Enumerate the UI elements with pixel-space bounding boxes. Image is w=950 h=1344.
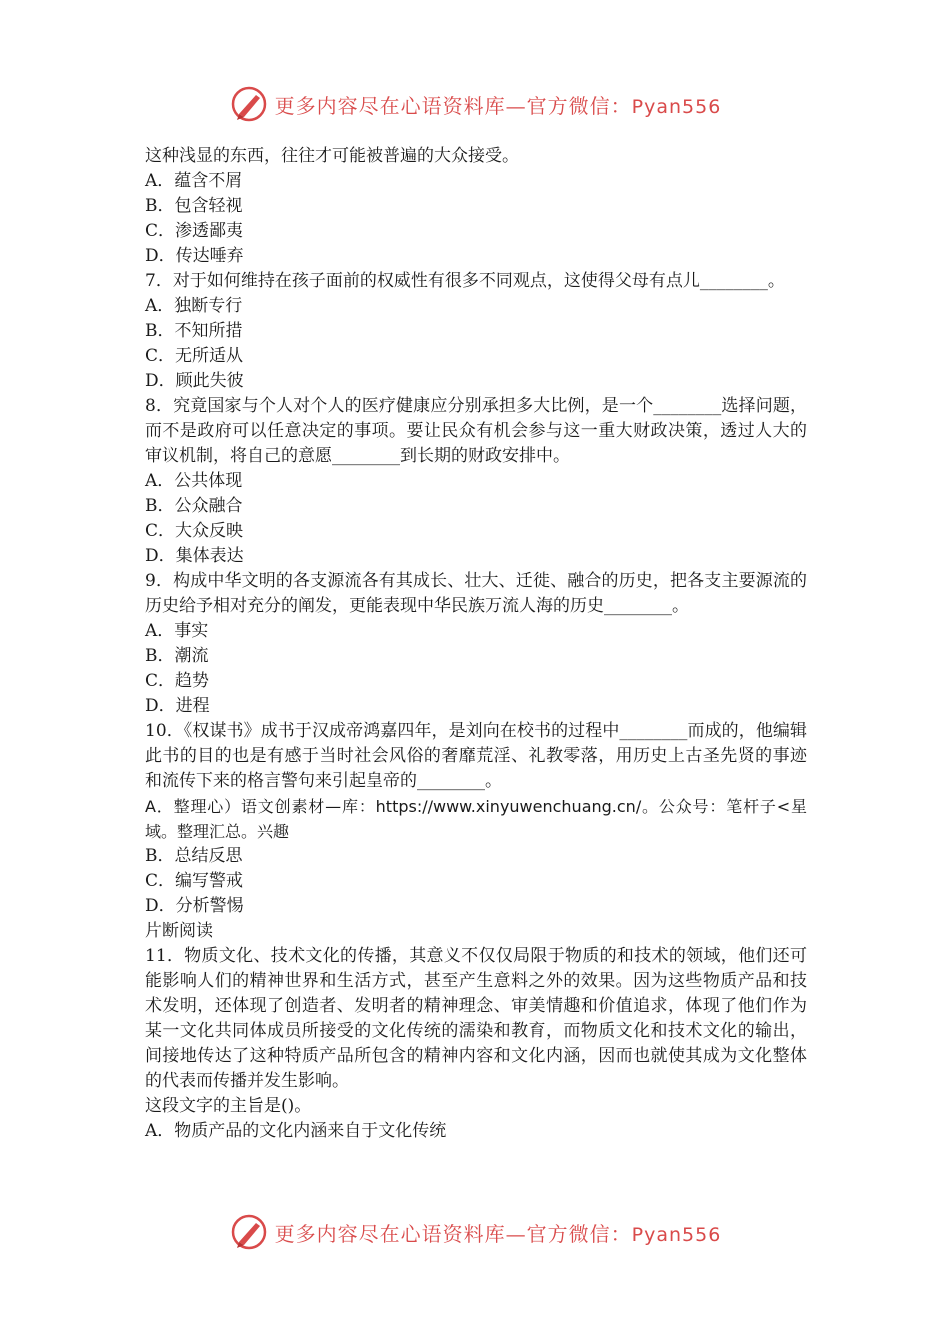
- option-a: A．物质产品的文化内涵来自于文化传统: [145, 1121, 447, 1141]
- header-watermark-banner: [0, 80, 950, 128]
- option-a: A．独断专行: [145, 296, 243, 316]
- banner-text: 更多内容尽在心语资料库—官方微信：Pyan556: [274, 1221, 722, 1246]
- banner-text: 更多内容尽在心语资料库—官方微信：Pyan556: [274, 93, 722, 118]
- footer-watermark-banner: [0, 1208, 950, 1256]
- question-11: 11．物质文化、技术文化的传播，其意义不仅仅局限于物质的和技术的领域，他们还可能影响人们的精神世界和生活方式，甚至产生意料之外的效果。因为这些物质产品和技术发明，还体现了创造者、发明者的精神理念、审美情趣和价值追求，体现了他们作为某一文化共同体成员所接受的文化传统的濡染和教育，而物质文化和技术文化的输出，间接地传达了这种特质产品所包含的精神内容和文化内涵，因而也就使其成为文化整体的代表而传播并发生影响。: [145, 946, 807, 1091]
- option-a: A．蕴含不屑: [145, 171, 243, 191]
- wechat-id: Pyan556: [631, 1223, 722, 1246]
- question-8: 8．究竟国家与个人对个人的医疗健康应分别承担多大比例，是一个________选择问题，而不是政府可以任意决定的事项。要让民众有机会参与这一重大财政决策，透过人大的审议机制，将自己的意愿________到长期的财政安排中。: [145, 396, 807, 466]
- option-a: A．整理心）语文创素材—库：https://www.xinyuwenchuang.cn/。公众号：笔杆子<星域。整理汇总。兴趣: [145, 797, 807, 841]
- section-heading: 片断阅读: [145, 921, 213, 941]
- option-b: B．总结反思: [145, 846, 243, 866]
- pen-logo-icon: [229, 1212, 269, 1252]
- question-7: 7．对于如何维持在孩子面前的权威性有很多不同观点，这使得父母有点儿________。: [145, 271, 785, 291]
- option-d: D．集体表达: [145, 546, 244, 566]
- question-stem: 这段文字的主旨是()。: [145, 1096, 312, 1116]
- option-b: B．包含轻视: [145, 196, 243, 216]
- wechat-id: Pyan556: [631, 95, 722, 118]
- question-10: 10．《权谋书》成书于汉成帝鸿嘉四年，是刘向在校书的过程中________而成的，他编辑此书的目的也是有感于当时社会风俗的奢靡荒淫、礼教零落，用历史上古圣先贤的事迹和流传下来的格言警句来引起皇帝的________。: [145, 721, 807, 791]
- option-a: A．事实: [145, 621, 209, 641]
- option-d: D．传达唾弃: [145, 246, 244, 266]
- document-body: [145, 144, 807, 1144]
- option-b: B．不知所措: [145, 321, 243, 341]
- option-c: C．趋势: [145, 671, 210, 691]
- option-d: D．分析警惕: [145, 896, 244, 916]
- option-a: A．公共体现: [145, 471, 243, 491]
- pen-logo-icon: [229, 84, 269, 124]
- option-b: B．公众融合: [145, 496, 243, 516]
- option-b: B．潮流: [145, 646, 209, 666]
- option-d: D．进程: [145, 696, 210, 716]
- option-c: C．无所适从: [145, 346, 244, 366]
- question-9: 9．构成中华文明的各支源流各有其成长、壮大、迁徙、融合的历史，把各支主要源流的历史给予相对充分的阐发，更能表现中华民族万流人海的历史________。: [145, 571, 807, 616]
- text-line: 这种浅显的东西，往往才可能被普遍的大众接受。: [145, 146, 519, 166]
- option-c: C．大众反映: [145, 521, 244, 541]
- option-d: D．顾此失彼: [145, 371, 244, 391]
- option-c: C．渗透鄙夷: [145, 221, 244, 241]
- option-c: C．编写警戒: [145, 871, 244, 891]
